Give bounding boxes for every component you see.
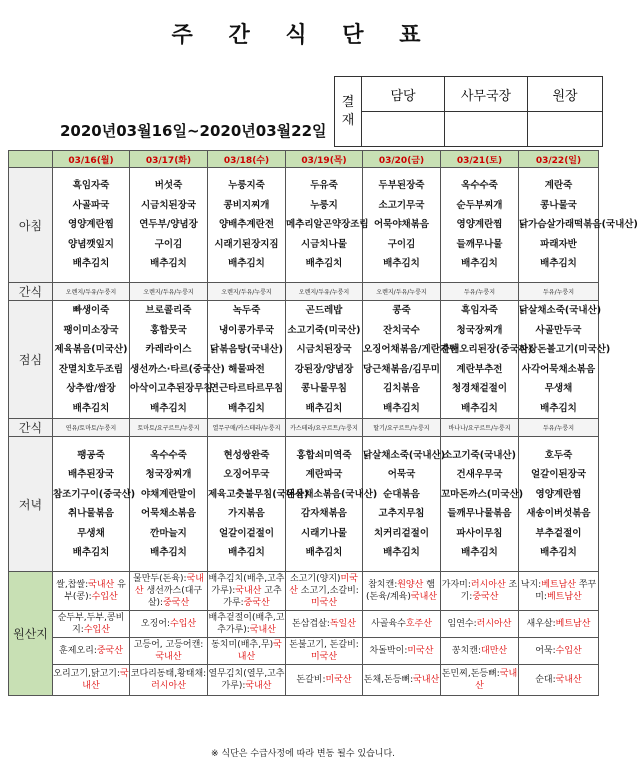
origin-text: 열무김치(열무,고추가루):	[208, 669, 285, 691]
footer-note: ※ 식단은 수급사정에 따라 변동 될수 있습니다.	[210, 749, 396, 759]
menu-item: 배추김치	[461, 258, 498, 270]
menu-item: 시금치된장국	[296, 344, 352, 355]
origin-text: 돈갈비:	[296, 675, 326, 685]
origin-text: 소고기(양지)	[290, 574, 341, 584]
menu-item: 배추김치	[383, 402, 420, 414]
origin-cell	[286, 665, 363, 696]
origin-cell	[286, 611, 363, 638]
origin-text: 원양산	[397, 580, 424, 590]
menu-item: 제육고춧불무침(국내산)	[208, 488, 309, 500]
menu-cell	[53, 301, 130, 419]
approval-role: 담당	[362, 77, 445, 112]
menu-item: 들깨무나물	[456, 238, 503, 250]
page-title: 주 간 식 단 표	[171, 23, 435, 48]
menu-item: 건새우무국	[456, 469, 503, 480]
day-header: 03/18(수)	[208, 151, 286, 168]
origin-text: 미국산	[325, 675, 352, 685]
snack-cell: 오렌지/두유/누룽지	[130, 283, 208, 301]
meal-label: 저녁	[9, 437, 53, 572]
origin-text: 국내산	[88, 580, 115, 590]
menu-cell	[130, 437, 208, 572]
menu-cell	[53, 168, 130, 283]
origin-cell	[53, 572, 130, 611]
origin-text: 순대:	[535, 675, 556, 685]
menu-item: 감자채볶음	[301, 508, 347, 519]
menu-item: 어묵채소볶음	[140, 508, 197, 519]
menu-item: 부추겉절이	[535, 527, 582, 539]
menu-item: 두유죽	[310, 180, 338, 192]
snack-cell: 오렌지/두유/누룽지	[53, 283, 130, 301]
menu-cell	[130, 301, 225, 419]
menu-item: 구이김	[387, 238, 416, 250]
menu-item: 배추김치	[305, 402, 343, 414]
menu-item: 배추김치	[540, 402, 577, 414]
origin-text: 국내산	[555, 675, 582, 685]
origin-text: 베트남산	[555, 619, 591, 629]
origin-text: 베트남산	[546, 592, 582, 602]
breakfast-row	[9, 168, 599, 283]
origin-text: 돈민찌,돈등뼈:	[441, 669, 500, 679]
menu-cell	[208, 168, 286, 283]
date-range: 2020년03월16일~2020년03월22일	[60, 122, 327, 140]
day-header: 03/16(월)	[53, 151, 130, 168]
menu-item: 배추김치	[461, 547, 498, 558]
menu-cell	[519, 301, 611, 419]
menu-item: 당근채볶음/김무미	[363, 363, 440, 375]
menu-cell	[519, 168, 638, 283]
origin-cell	[208, 665, 286, 696]
origin-cell	[53, 611, 130, 638]
menu-item: 배추김치	[383, 258, 420, 270]
origin-text: 소고기,소갈비:	[297, 586, 359, 596]
approval-role: 원장	[528, 77, 603, 112]
snack-cell: 바나나/요구르트/누룽지	[441, 419, 519, 437]
menu-item: 파사이무침	[456, 527, 503, 539]
origin-cell	[130, 638, 208, 665]
menu-item: 소고기죽(국내산)	[443, 449, 516, 461]
origin-text: 오징어:	[140, 619, 171, 629]
menu-item: 순대볶음	[383, 488, 420, 500]
origin-text: 수입산	[170, 619, 197, 629]
menu-cell	[286, 168, 369, 283]
menu-item: 시금치나물	[301, 238, 347, 250]
origin-text: 순두부,두부,콩비지:	[57, 613, 125, 635]
origin-text: 중국산	[96, 646, 123, 656]
menu-item: 현성쌍완죽	[223, 449, 270, 461]
origin-text: 새우살:	[526, 619, 556, 629]
menu-item: 닭살채소죽(국내산)	[363, 449, 446, 461]
menu-cell	[363, 301, 459, 419]
origin-text: 참치캔:	[368, 580, 398, 590]
menu-item: 시래기나물	[301, 527, 347, 539]
menu-item: 청국장찌개	[145, 469, 192, 480]
menu-item: 파래자반	[540, 238, 577, 250]
menu-item: 시금치된장국	[140, 199, 197, 211]
menu-item: 새송이버섯볶음	[526, 508, 591, 519]
origin-text: 가자미:	[441, 580, 471, 590]
origin-text: 차돌박이:	[369, 646, 408, 656]
origin-text: 훈제오리:	[59, 646, 97, 656]
menu-item: 팽공죽	[77, 449, 105, 461]
menu-item: 오징어채볶음/게란지단	[363, 344, 459, 355]
menu-item: 아삭이고추된장무침	[130, 383, 213, 394]
origin-text: 쭈꾸미:	[535, 580, 597, 602]
menu-cell	[208, 301, 286, 419]
meal-table	[8, 150, 638, 696]
snack-cell: 열무구매/카스테라/누룽지	[208, 419, 286, 437]
origin-text: 유부(콩):	[64, 580, 126, 602]
menu-cell	[286, 437, 378, 572]
menu-item: 콩나물무침	[301, 383, 347, 394]
menu-item: 연두부/양념장	[139, 219, 198, 231]
menu-item: 닭가슴살가래떡볶음(국내산)	[519, 219, 638, 231]
origin-text: 고등어, 고등어캔:	[133, 640, 204, 650]
origin-text: 조기:	[460, 580, 518, 602]
menu-item: 해물파전	[228, 363, 265, 375]
menu-item: 배추김치	[383, 547, 420, 558]
origin-cell	[519, 638, 599, 665]
menu-item: 배추김치	[305, 258, 343, 270]
menu-item: 배추김치	[305, 547, 343, 558]
menu-item: 배추김치	[540, 258, 577, 270]
origin-text: 국내산	[249, 625, 276, 635]
menu-cell	[286, 301, 363, 419]
menu-cell	[53, 437, 136, 572]
origin-text: 국내산	[245, 681, 272, 691]
origin-cell	[286, 572, 363, 611]
menu-item: 무생채	[544, 383, 573, 394]
menu-item: 생선까스·타르(중국산)	[130, 363, 225, 375]
menu-cell	[363, 437, 446, 572]
menu-item: 옥수수죽	[150, 449, 187, 461]
menu-item: 배추김치	[540, 547, 577, 558]
menu-item: 무생채	[77, 527, 105, 539]
menu-item: 어묵야채볶음	[373, 219, 430, 231]
menu-item: 영양계란찜	[68, 219, 114, 231]
menu-item: 계란죽	[544, 180, 573, 192]
snack-cell: 연유/토마토/누룽지	[53, 419, 130, 437]
menu-item: 콩비지찌개	[223, 199, 270, 211]
menu-item: 가지볶음	[228, 508, 265, 519]
origin-text: 국내산	[237, 640, 282, 662]
origin-cell	[130, 665, 208, 696]
snack-cell: 오렌지/두유/누룽지	[363, 283, 441, 301]
menu-item: 배추김치	[150, 402, 187, 414]
menu-item: 참조기구이(중국산)	[53, 488, 136, 500]
lunch-row	[9, 301, 599, 419]
menu-item: 배추김치	[150, 258, 187, 270]
menu-item: 야채계란말이	[140, 488, 197, 500]
menu-item: 배추김치	[72, 547, 110, 558]
origin-cell	[519, 665, 599, 696]
origin-text: 생선까스(대구살):	[143, 586, 203, 608]
snack-cell: 두유/누룽지	[519, 419, 599, 437]
menu-item: 곤드레밥	[305, 305, 343, 316]
menu-item: 배추김치	[72, 402, 110, 414]
menu-item: 배추김치	[150, 547, 187, 558]
menu-item: 취나물볶음	[68, 508, 114, 519]
menu-item: 닭살채소죽(국내산)	[519, 305, 602, 316]
day-header: 03/17(화)	[130, 151, 208, 168]
origin-text: 러시아산	[476, 619, 512, 629]
menu-item: 상추쌈/쌈장	[66, 383, 116, 394]
origin-text: 국내산	[410, 592, 437, 602]
menu-item: 소고기죽(미국산)	[287, 324, 361, 336]
origin-text: 햄(돈육/계육)	[366, 580, 435, 602]
origin-cell	[363, 572, 441, 611]
origin-cell	[441, 611, 519, 638]
menu-item: 사골파국	[72, 199, 110, 211]
menu-item: 카레라이스	[145, 344, 192, 355]
day-header-row	[9, 151, 599, 168]
menu-item: 흑임자죽	[461, 305, 498, 316]
menu-item: 잔치국수	[383, 324, 420, 336]
origin-cell	[519, 572, 599, 611]
menu-item: 콩나물국	[540, 199, 577, 211]
menu-item: 배추된장국	[68, 469, 114, 480]
menu-item: 오징어무국	[223, 469, 270, 480]
menu-item: 구이김	[154, 238, 183, 250]
meal-label: 아침	[9, 168, 53, 283]
snack-cell: 딸기/요구르트/누룽지	[363, 419, 441, 437]
origin-cell	[208, 611, 286, 638]
menu-item: 양념깻잎지	[68, 238, 114, 250]
menu-item: 홍합쇠미역죽	[296, 449, 352, 461]
origin-text: 미국산	[310, 598, 338, 608]
menu-item: 배추김치	[461, 402, 498, 414]
menu-item: 돈육채소볶음(국내산)	[286, 488, 378, 500]
menu-item: 시래기된장지짐	[214, 238, 279, 250]
origin-cell	[519, 611, 599, 638]
day-header: 03/21(토)	[441, 151, 519, 168]
menu-cell	[441, 437, 524, 572]
menu-item: 누룽지죽	[228, 180, 265, 192]
origin-row	[9, 638, 599, 665]
menu-item: 사골만두국	[535, 324, 582, 336]
origin-text: 호주산	[405, 619, 432, 629]
menu-item: 빠생이죽	[72, 305, 110, 316]
menu-cell	[208, 437, 309, 572]
origin-text: 꽁치캔:	[451, 646, 482, 656]
menu-item: 냉이콩가루국	[218, 324, 275, 336]
origin-cell	[208, 572, 286, 611]
origin-text: 배추김치(배추,고추가루):	[208, 574, 285, 596]
menu-item: 두부된장죽	[378, 180, 425, 192]
menu-item: 청국장찌개	[456, 324, 503, 336]
menu-item: 고추지무침	[378, 508, 425, 519]
menu-item: 누룽지	[310, 199, 338, 211]
origin-text: 국내산	[134, 574, 204, 596]
menu-cell	[441, 168, 519, 283]
snack2-row	[9, 419, 599, 437]
snack-cell: 두유/누룽지	[441, 283, 519, 301]
dinner-row	[9, 437, 599, 572]
origin-text: 돈삼겹살:	[292, 619, 330, 629]
origin-text: 중국산	[472, 592, 499, 602]
menu-item: 파장돈볼고기(미국산)	[519, 344, 611, 355]
menu-item: 배추김치	[72, 258, 110, 270]
menu-item: 메추리알곤약장조림	[286, 219, 369, 231]
origin-text: 수입산	[91, 592, 118, 602]
menu-item: 계란부추전	[456, 363, 503, 375]
origin-cell	[53, 665, 130, 696]
menu-item: 배추김치	[228, 402, 265, 414]
meal-label: 간식	[9, 283, 53, 301]
menu-item: 꼬마돈까스(미국산)	[441, 488, 524, 500]
approval-sign-slot[interactable]	[528, 112, 603, 147]
origin-text: 중국산	[163, 598, 190, 608]
origin-row	[9, 611, 599, 638]
origin-cell	[363, 638, 441, 665]
approval-label: 결 재	[335, 77, 362, 147]
menu-item: 소고기무국	[378, 199, 425, 211]
menu-item: 깐마늘지	[150, 527, 187, 539]
origin-text: 코다리동태,황태채:	[130, 669, 207, 679]
menu-item: 강된장/양념장	[294, 363, 354, 375]
origin-text: 돈불고기, 돈갈비:	[289, 640, 359, 650]
origin-cell	[130, 611, 208, 638]
origin-cell	[363, 611, 441, 638]
menu-item: 김치볶음	[383, 383, 420, 394]
origin-cell	[286, 638, 363, 665]
origin-text: 고추가루:	[223, 586, 282, 608]
origin-text: 독일산	[329, 619, 356, 629]
origin-text: 미국산	[289, 574, 358, 596]
approval-sign-slot[interactable]	[362, 112, 445, 147]
origin-text: 국내산	[155, 652, 182, 662]
menu-item: 영양계란찜	[535, 488, 582, 500]
menu-item: 계란파국	[305, 469, 343, 480]
origin-text: 오리고기,닭고기:	[53, 669, 121, 679]
menu-item: 버섯죽	[154, 180, 183, 192]
menu-item: 닭볶음탕(국내산)	[210, 344, 283, 355]
snack-cell: 카스테라/요구르트/누룽지	[286, 419, 363, 437]
origin-text: 러시아산	[151, 681, 186, 691]
origin-text: 낙지:	[520, 580, 542, 590]
menu-item: 제육볶음(미국산)	[54, 344, 128, 355]
meal-label: 원산지	[9, 572, 53, 696]
origin-row	[9, 665, 599, 696]
origin-text: 배추겉절이(배추,고추가루):	[208, 613, 285, 635]
origin-text: 돈채,돈등뼈:	[363, 675, 414, 685]
snack-cell: 오렌지/두유/누룽지	[208, 283, 286, 301]
origin-text: 수입산	[555, 646, 582, 656]
menu-item: 청경채겉절이	[451, 383, 508, 394]
menu-item: 흑임자죽	[72, 180, 110, 192]
origin-cell	[208, 638, 286, 665]
origin-text: 미국산	[407, 646, 434, 656]
origin-row	[9, 572, 599, 611]
menu-item: 어묵국	[387, 469, 416, 480]
origin-text: 임연수:	[447, 619, 477, 629]
menu-item: 양배추계란전	[218, 219, 275, 231]
menu-item: 연근타르타르무침	[209, 383, 284, 394]
origin-cell	[363, 665, 441, 696]
origin-text: 미국산	[310, 652, 338, 662]
meal-label: 점심	[9, 301, 53, 419]
menu-item: 들깨무나물볶음	[447, 508, 512, 519]
origin-text: 어묵:	[535, 646, 556, 656]
menu-item: 춘해오리된장(중국산)	[441, 344, 533, 355]
menu-item: 영양계란찜	[456, 219, 503, 231]
origin-text: 국내산	[82, 669, 129, 691]
menu-item: 녹두죽	[232, 305, 261, 316]
origin-cell	[53, 638, 130, 665]
snack1-row	[9, 283, 599, 301]
origin-cell	[441, 572, 519, 611]
origin-cell	[441, 638, 519, 665]
menu-item: 얼갈이된장국	[530, 469, 587, 480]
origin-text: 중국산	[243, 598, 270, 608]
menu-item: 잔멸치호두조림	[58, 363, 124, 375]
snack-cell: 두유/누룽지	[519, 283, 599, 301]
menu-item: 옥수수죽	[461, 180, 498, 192]
menu-cell	[519, 437, 599, 572]
menu-item: 사각어묵채소볶음	[521, 363, 596, 375]
menu-item: 치커리겉절이	[373, 527, 430, 539]
origin-text: 수입산	[83, 625, 110, 635]
origin-cell	[441, 665, 519, 696]
menu-item: 순두부찌개	[456, 199, 503, 211]
origin-text: 대만산	[481, 646, 508, 656]
origin-text: 국내산	[235, 586, 262, 596]
origin-text: 사골육수	[371, 619, 406, 629]
origin-text: 동치미(배추,무)	[211, 640, 274, 650]
day-header: 03/22(일)	[519, 151, 599, 168]
origin-text: 쌀,찹쌀:	[56, 580, 89, 590]
origin-text: 러시아산	[470, 580, 506, 590]
meal-label: 간식	[9, 419, 53, 437]
day-header: 03/20(금)	[363, 151, 441, 168]
approval-sign-slot[interactable]	[445, 112, 528, 147]
origin-cell	[130, 572, 208, 611]
snack-cell: 토마토/요구르트/누룽지	[130, 419, 208, 437]
menu-item: 배추김치	[228, 258, 265, 270]
menu-item: 얼갈이겉절이	[218, 527, 275, 539]
origin-text: 물만두(돈육):	[133, 574, 187, 584]
approval-box	[334, 76, 603, 147]
menu-item: 홍합뭇국	[150, 324, 187, 336]
approval-role: 사무국장	[445, 77, 528, 112]
menu-item: 팽이미소장국	[63, 324, 119, 336]
menu-cell	[363, 168, 441, 283]
menu-item: 배추김치	[228, 547, 265, 558]
menu-item: 브로콜리죽	[145, 305, 192, 316]
snack-cell: 오렌지/두유/누룽지	[286, 283, 363, 301]
origin-text: 국내산	[475, 669, 518, 691]
menu-cell	[441, 301, 533, 419]
corner-cell	[9, 151, 53, 168]
day-header: 03/19(목)	[286, 151, 363, 168]
origin-text: 베트남산	[541, 580, 576, 590]
menu-item: 호두죽	[544, 449, 573, 461]
menu-cell	[130, 168, 208, 283]
menu-item: 콩죽	[392, 305, 411, 316]
origin-text: 국내산	[413, 675, 440, 685]
